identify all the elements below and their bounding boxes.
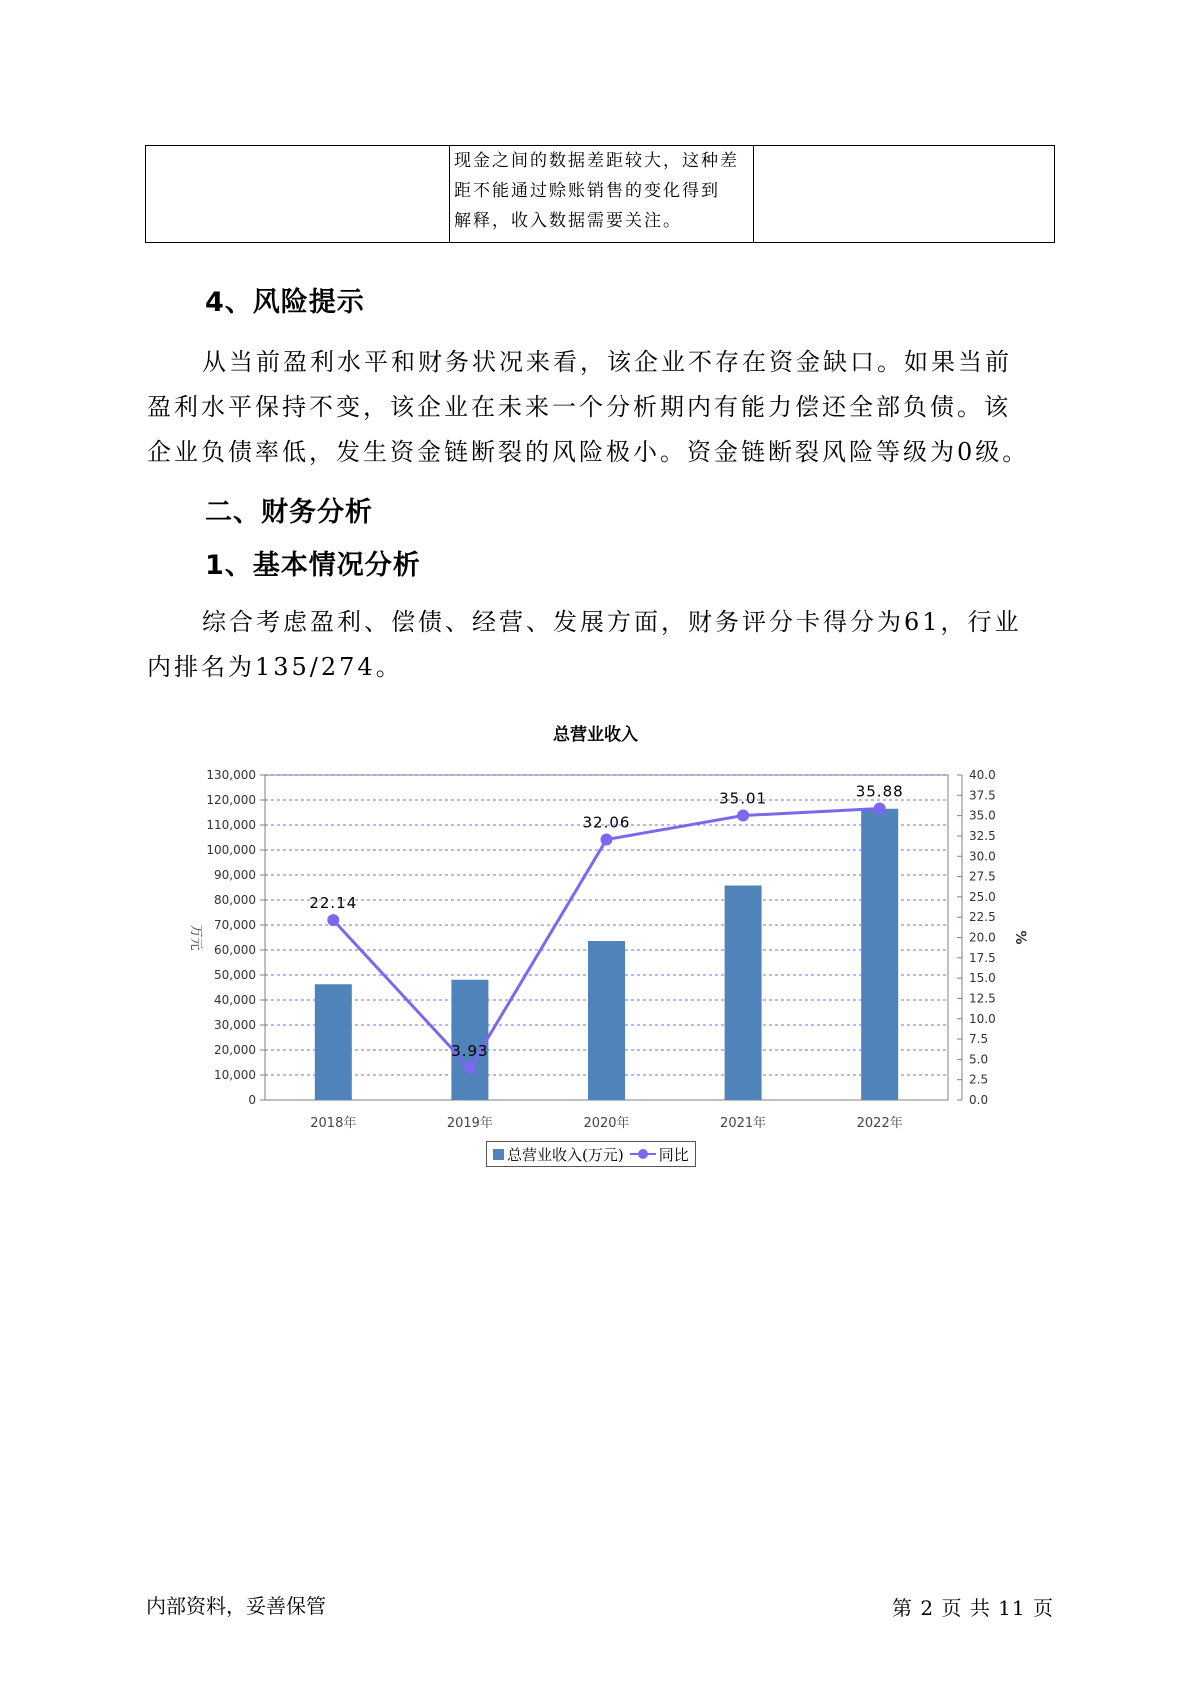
yoy-point: [874, 802, 886, 814]
basic-heading: 1、基本情况分析: [205, 550, 421, 581]
y2-tick-label: 25.0: [969, 889, 996, 904]
data-label: 35.01: [719, 789, 768, 808]
y-tick-label: 130,000: [206, 768, 256, 782]
paragraph-line: 内排名为135/274。: [147, 653, 403, 681]
revenue-bar: [861, 809, 898, 1100]
y2-tick-label: 27.5: [969, 869, 996, 884]
y2-tick-label: 30.0: [969, 849, 996, 864]
y-tick-label: 60,000: [214, 943, 256, 957]
revenue-bar: [588, 941, 625, 1100]
data-label: 32.06: [582, 813, 631, 832]
revenue-bar: [725, 886, 762, 1101]
y2-tick-label: 40.0: [969, 768, 996, 782]
y-axis-label: 万元: [188, 924, 203, 951]
legend-item-yoy: [630, 1144, 689, 1165]
bar-swatch-icon: [493, 1149, 504, 1160]
y2-tick-label: 0.0: [969, 1093, 989, 1107]
y-tick-label: 80,000: [214, 893, 256, 907]
y-tick-label: 10,000: [214, 1068, 256, 1082]
data-label: 3.93: [451, 1042, 489, 1061]
x-tick-label: 2021年: [720, 1116, 767, 1131]
x-tick-label: 2018年: [310, 1116, 357, 1131]
page-number: 第 2 页 共 11 页: [892, 1596, 1054, 1620]
revenue-bar: [315, 984, 352, 1100]
y2-tick-label: 35.0: [969, 808, 996, 823]
legend-item-revenue: [493, 1144, 624, 1165]
legend-label: 同比: [658, 1145, 689, 1164]
y-tick-label: 110,000: [206, 818, 256, 832]
yoy-point: [737, 810, 749, 822]
table-cell-line: 现金之间的数据差距较大，这种差: [454, 151, 739, 171]
table-cell-line: 解释，收入数据需要关注。: [454, 211, 682, 231]
y2-tick-label: 5.0: [969, 1052, 989, 1067]
y-tick-label: 70,000: [214, 918, 256, 932]
y2-tick-label: 20.0: [969, 930, 996, 945]
paragraph-line: 企业负债率低，发生资金链断裂的风险极小。资金链断裂风险等级为0级。: [147, 438, 1030, 466]
legend-label: 总营业收入(万元): [507, 1145, 624, 1164]
y2-tick-label: 10.0: [969, 1011, 996, 1026]
chart-legend: [486, 1141, 696, 1167]
x-tick-label: 2020年: [583, 1116, 630, 1131]
y-tick-label: 90,000: [214, 868, 256, 882]
y-tick-label: 0: [248, 1093, 256, 1107]
x-tick-label: 2022年: [856, 1116, 903, 1131]
yoy-point: [601, 834, 613, 846]
y2-tick-label: 22.5: [969, 910, 996, 925]
y-tick-label: 20,000: [214, 1043, 256, 1057]
table-cell-line: 距不能通过赊账销售的变化得到: [454, 181, 720, 201]
y2-tick-label: 12.5: [969, 991, 996, 1006]
y-tick-label: 100,000: [206, 843, 256, 857]
data-label: 22.14: [309, 894, 358, 913]
footer-note: 内部资料，妥善保管: [146, 1594, 326, 1618]
y2-tick-label: 37.5: [969, 788, 996, 803]
data-label: 35.88: [855, 782, 904, 801]
paragraph-line: 从当前盈利水平和财务状况来看，该企业不存在资金缺口。如果当前: [202, 348, 1012, 376]
y2-tick-label: 32.5: [969, 828, 996, 843]
y-tick-label: 50,000: [214, 968, 256, 982]
y2-tick-label: 7.5: [969, 1032, 989, 1047]
y-tick-label: 120,000: [206, 793, 256, 807]
yoy-point: [327, 914, 339, 926]
y-tick-label: 40,000: [214, 993, 256, 1007]
revenue-bar: [451, 980, 488, 1100]
y2-axis-label: %: [1012, 930, 1028, 945]
y2-tick-label: 15.0: [969, 971, 996, 986]
yoy-point: [464, 1062, 476, 1074]
finance-heading: 二、财务分析: [205, 497, 373, 528]
y2-tick-label: 2.5: [969, 1072, 989, 1087]
paragraph-line: 盈利水平保持不变，该企业在未来一个分析期内有能力偿还全部负债。该: [147, 393, 1011, 421]
risk-heading: 4、风险提示: [205, 287, 365, 318]
chart-title: 总营业收入: [553, 725, 638, 745]
x-tick-label: 2019年: [446, 1116, 493, 1131]
y-tick-label: 30,000: [214, 1018, 256, 1032]
paragraph-line: 综合考虑盈利、偿债、经营、发展方面，财务评分卡得分为61，行业: [202, 608, 1022, 636]
y2-tick-label: 17.5: [969, 950, 996, 965]
line-marker-icon: [630, 1148, 656, 1160]
